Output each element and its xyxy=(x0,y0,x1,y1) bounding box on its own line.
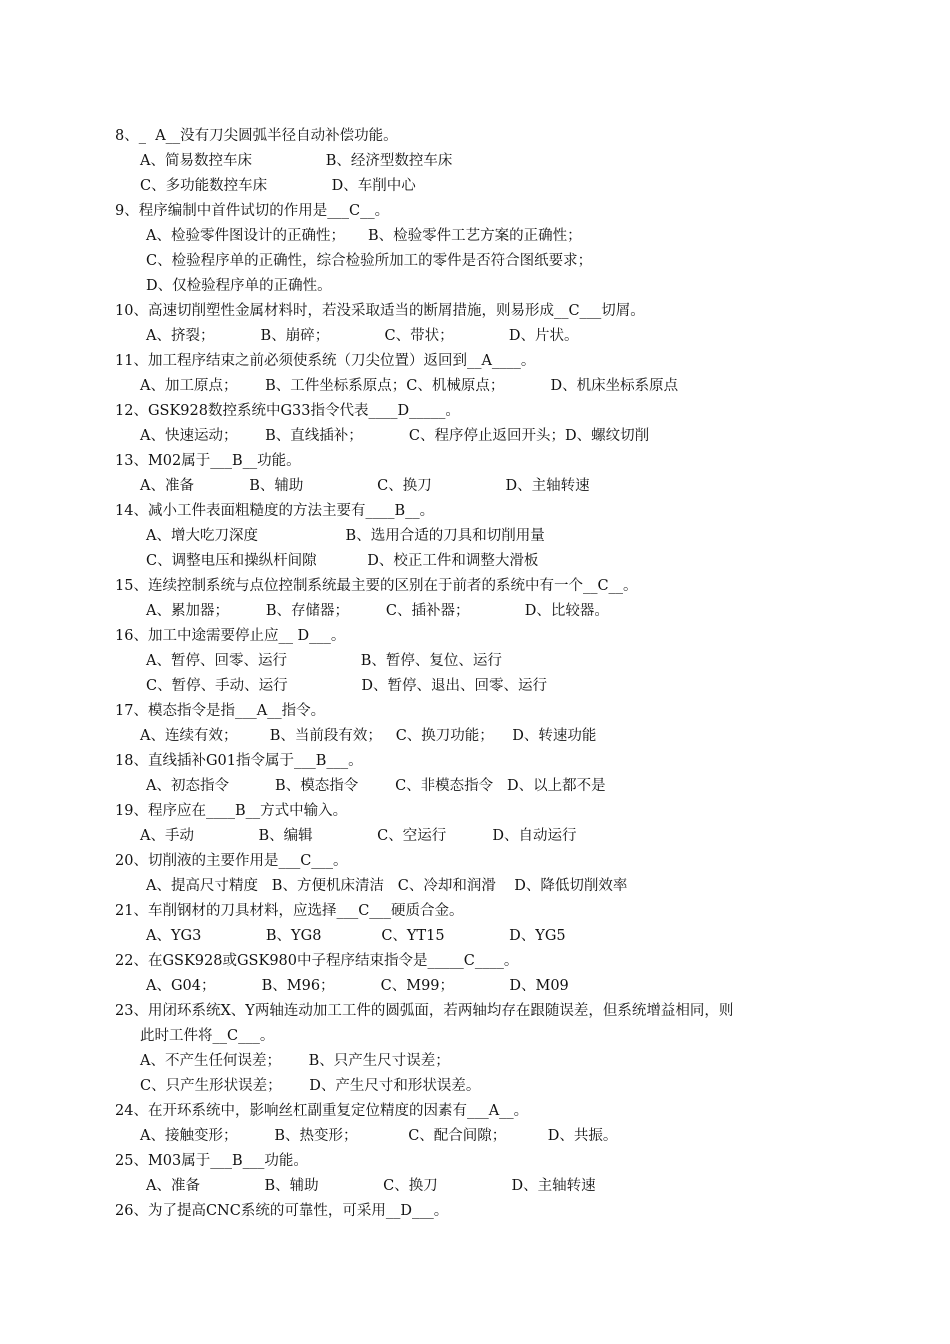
options-16-cd: C、暂停、手动、运行 D、暂停、退出、回零、运行 xyxy=(146,678,547,694)
question-13: 13、M02属于___B__功能。 xyxy=(115,453,301,469)
options-8-cd: C、多功能数控车床 D、车削中心 xyxy=(140,178,416,194)
question-10: 10、高速切削塑性金属材料时，若没采取适当的断屑措施，则易形成__C___切屑。 xyxy=(115,303,645,319)
options-17: A、连续有效； B、当前段有效； C、换刀功能； D、转速功能 xyxy=(140,728,597,744)
question-23: 23、用闭环系统X、Y两轴连动加工工件的圆弧面，若两轴均存在跟随误差，但系统增益相同，则 xyxy=(115,1003,734,1019)
options-12: A、快速运动； B、直线插补； C、程序停止返回开头；D、螺纹切削 xyxy=(140,428,650,444)
options-15: A、累加器； B、存储器； C、插补器； D、比较器。 xyxy=(146,603,609,619)
options-10: A、挤裂； B、崩碎； C、带状； D、片状。 xyxy=(146,328,579,344)
question-16: 16、加工中途需要停止应__ D___。 xyxy=(115,628,346,644)
question-18: 18、直线插补G01指令属于___B___。 xyxy=(115,753,363,769)
options-9-d: D、仅检验程序单的正确性。 xyxy=(146,278,332,294)
question-22: 22、在GSK928或GSK980中子程序结束指令是_____C____。 xyxy=(115,953,519,969)
question-12: 12、GSK928数控系统中G33指令代表____D_____。 xyxy=(115,403,460,419)
options-18: A、初态指令 B、模态指令 C、非模态指令 D、以上都不是 xyxy=(146,778,606,794)
options-14-cd: C、调整电压和操纵杆间隙 D、校正工件和调整大滑板 xyxy=(146,553,539,569)
options-13: A、准备 B、辅助 C、换刀 D、主轴转速 xyxy=(140,478,590,494)
options-23-ab: A、不产生任何误差； B、只产生尺寸误差； xyxy=(140,1053,450,1069)
question-11: 11、加工程序结束之前必须使系统（刀尖位置）返回到__A____。 xyxy=(115,353,536,369)
question-8: 8、_ A__没有刀尖圆弧半径自动补偿功能。 xyxy=(115,128,398,144)
question-19: 19、程序应在____B__方式中输入。 xyxy=(115,803,348,819)
question-21: 21、车削钢材的刀具材料，应选择___C___硬质合金。 xyxy=(115,903,464,919)
question-15: 15、连续控制系统与点位控制系统最主要的区别在于前者的系统中有一个__C__。 xyxy=(115,578,638,594)
options-20: A、提高尺寸精度 B、方便机床清洁 C、冷却和润滑 D、降低切削效率 xyxy=(146,878,628,894)
options-16-ab: A、暂停、回零、运行 B、暂停、复位、运行 xyxy=(146,653,502,669)
question-14: 14、减小工件表面粗糙度的方法主要有____B__。 xyxy=(115,503,435,519)
options-25: A、准备 B、辅助 C、换刀 D、主轴转速 xyxy=(146,1178,596,1194)
options-14-ab: A、增大吃刀深度 B、选用合适的刀具和切削用量 xyxy=(146,528,545,544)
question-9: 9、程序编制中首件试切的作用是___C__。 xyxy=(115,203,390,219)
options-21: A、YG3 B、YG8 C、YT15 D、YG5 xyxy=(146,928,566,944)
options-23-cd: C、只产生形状误差； D、产生尺寸和形状误差。 xyxy=(140,1078,481,1094)
options-24: A、接触变形； B、热变形； C、配合间隙； D、共振。 xyxy=(140,1128,618,1144)
question-17: 17、模态指令是指___A__指令。 xyxy=(115,703,326,719)
options-9-ab: A、检验零件图设计的正确性； B、检验零件工艺方案的正确性； xyxy=(146,228,582,244)
question-24: 24、在开环系统中，影响丝杠副重复定位精度的因素有___A__。 xyxy=(115,1103,529,1119)
question-20: 20、切削液的主要作用是___C___。 xyxy=(115,853,348,869)
question-25: 25、M03属于___B___功能。 xyxy=(115,1153,308,1169)
options-11: A、加工原点； B、工件坐标系原点；C、机械原点； D、机床坐标系原点 xyxy=(140,378,679,394)
options-9-c: C、检验程序单的正确性，综合检验所加工的零件是否符合图纸要求； xyxy=(146,253,593,269)
options-8-ab: A、简易数控车床 B、经济型数控车床 xyxy=(140,153,453,169)
question-23-cont: 此时工件将__C___。 xyxy=(140,1028,275,1044)
options-19: A、手动 B、编辑 C、空运行 D、自动运行 xyxy=(140,828,577,844)
options-22: A、G04； B、M96； C、M99； D、M09 xyxy=(146,978,569,994)
question-26: 26、为了提高CNC系统的可靠性，可采用__D___。 xyxy=(115,1203,449,1219)
